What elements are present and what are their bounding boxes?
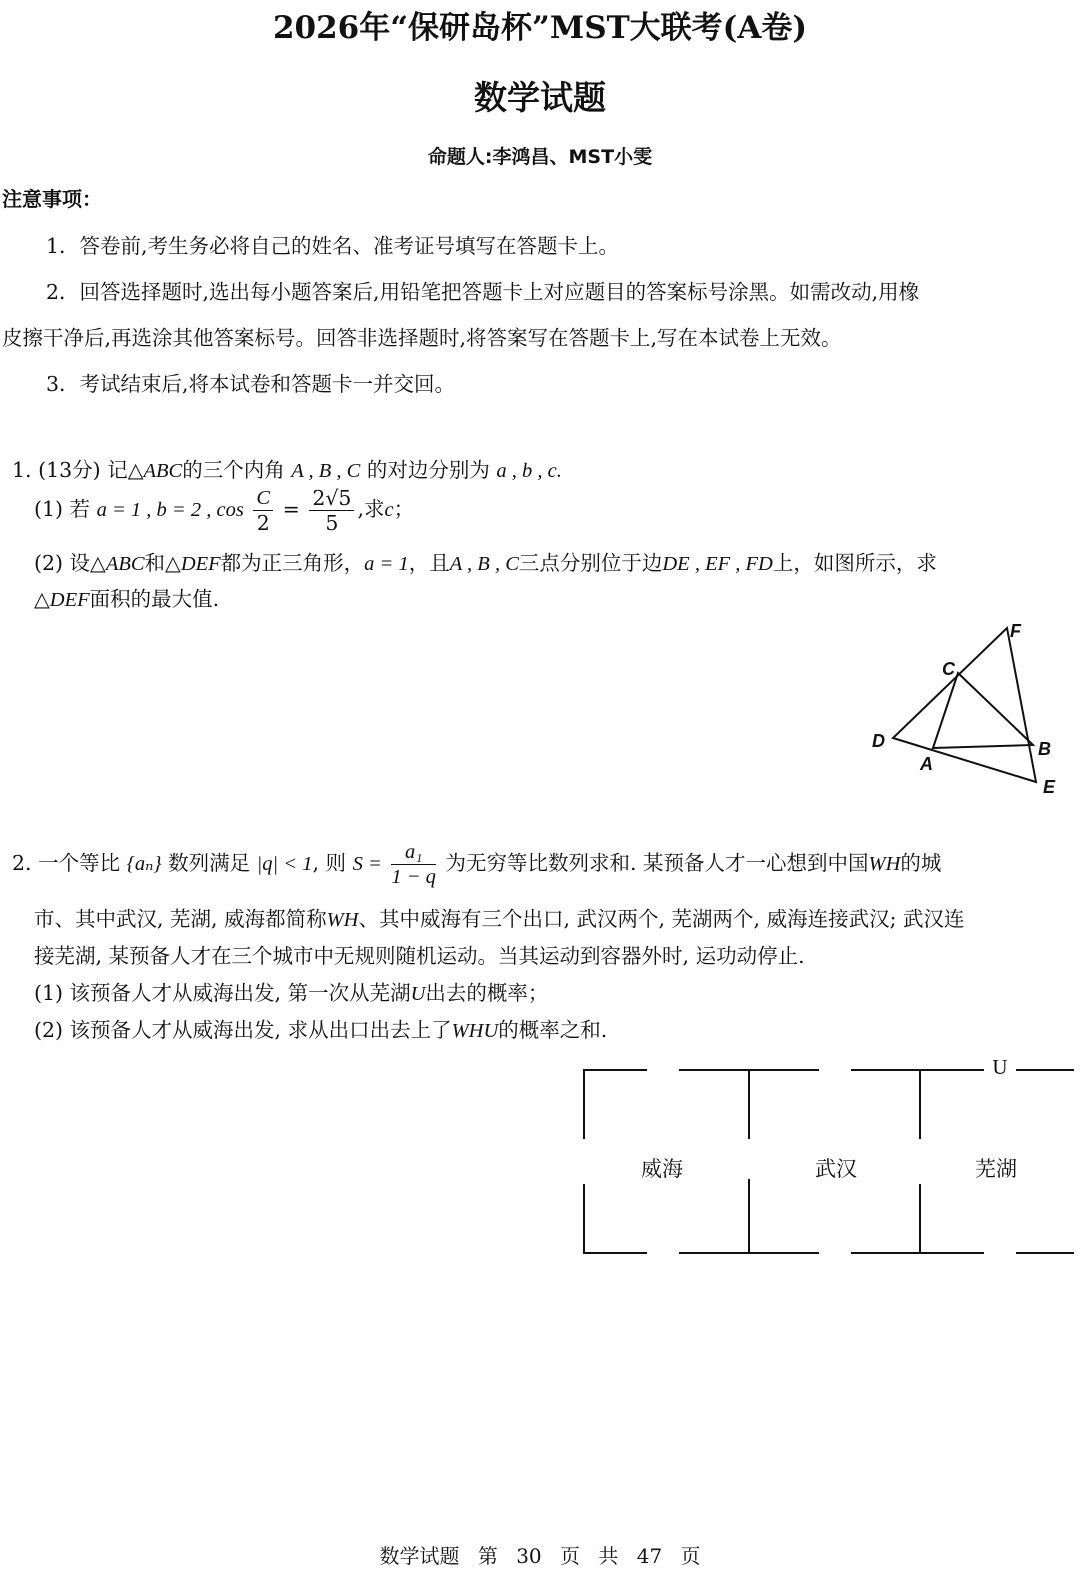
footer-title: 数学试题	[379, 1544, 460, 1568]
q2-sum-symbol: S =	[352, 853, 382, 875]
q2-line2-wh: WH	[326, 909, 359, 931]
fraction-numerator: 2√5	[309, 486, 354, 511]
wall	[583, 1252, 647, 1254]
q2-ratio-condition: |q| < 1	[256, 853, 313, 875]
notes-item-2-line-2: 皮擦干净后,再选涂其他答案标号。回答非选择题时,将答案写在答题卡上,写在本试卷上无效。	[2, 326, 842, 350]
q1-p2-line2-def: DEF	[49, 589, 90, 611]
triangle-def	[893, 628, 1036, 782]
q1-stem-text-c: 的对边分别为	[366, 458, 490, 482]
q1-p1-fraction-c-over-2	[253, 486, 273, 535]
q1-p2-edges: DE , EF , FD	[662, 553, 773, 575]
q1-p1-label: (1) 若	[34, 497, 91, 521]
notes-item-1: 1．答卷前,考生务必将自己的姓名、准考证号填写在答题卡上。	[46, 234, 620, 258]
fraction-denominator: 2	[256, 511, 270, 535]
exam-subtitle: 数学试题	[474, 78, 606, 117]
q1-p2-text-1: 都为正三角形，	[220, 551, 365, 575]
q1-p2-abc: ABC	[105, 553, 145, 575]
wall	[851, 1252, 984, 1254]
q2-text-b: 数列满足	[168, 851, 251, 875]
footer-gong: 共	[598, 1544, 619, 1568]
q2-text-e: 的城	[900, 851, 942, 875]
wall	[919, 1069, 921, 1139]
equals-sign: =	[282, 497, 300, 521]
q1-p2-a-equals-1: a = 1	[364, 553, 409, 575]
wall	[583, 1069, 585, 1139]
q2-line-2	[34, 902, 965, 932]
label-a: A	[920, 754, 933, 774]
q2-line-1	[12, 840, 941, 889]
q1-p1-ask: ,求	[357, 497, 385, 521]
q1-p1-fraction-value	[309, 486, 354, 535]
q1-p2-text-2: ，且	[408, 551, 450, 575]
q2-p1-u: U	[410, 983, 426, 1005]
exam-author: 命题人:李鸿昌、MST小雯	[427, 146, 653, 168]
q1-p2-points: A , B , C	[449, 553, 519, 575]
q2-p2-text-b: 的概率之和.	[498, 1018, 608, 1042]
notes-heading: 注意事项：	[2, 187, 102, 211]
q1-part-2-line-2	[34, 582, 219, 612]
q2-sum-fraction	[391, 840, 436, 889]
wall	[583, 1069, 647, 1071]
q1-stem-text-a: 记△	[107, 458, 144, 482]
q2-p1-text-b: 出去的概率；	[425, 981, 549, 1005]
label-b: B	[1038, 739, 1051, 759]
q2-number: 2.	[12, 851, 32, 875]
wall	[919, 1184, 921, 1254]
q1-part-2-line-1	[34, 546, 937, 576]
fraction-denominator: 5	[325, 511, 339, 535]
footer-ye: 页	[560, 1544, 580, 1568]
q2-line-3: 接芜湖, 某预备人才在三个城市中无规则随机运动。当其运动到容器外时, 运功动停止.	[34, 944, 805, 968]
q2-p1-text-a: (1) 该预备人才从威海出发, 第一次从芜湖	[34, 981, 411, 1005]
q1-angles: A , B , C	[291, 460, 361, 482]
q1-stem-text-b: 的三个内角	[182, 458, 285, 482]
q2-p2-text-a: (2) 该预备人才从威海出发, 求从出口出去上了	[34, 1018, 452, 1042]
wall	[1016, 1069, 1074, 1071]
footer-ye: 页	[680, 1544, 701, 1568]
fraction-denominator: 1 − q	[391, 866, 436, 888]
q2-sequence: {aₙ}	[126, 853, 162, 875]
q2-line2-text-b: 、其中威海有三个出口, 武汉两个, 芜湖两个, 威海连接武汉; 武汉连	[358, 907, 965, 931]
q1-p2-text-4: 上，如图所示，求	[772, 551, 937, 575]
q2-wh: WH	[868, 853, 901, 875]
city-wuhan: 武汉	[815, 1157, 857, 1181]
city-wuhu: 芜湖	[975, 1157, 1017, 1181]
q1-number: 1.	[12, 458, 32, 482]
q1-sides: a , b , c.	[496, 460, 562, 482]
label-c: C	[942, 659, 955, 679]
q1-part-1	[34, 486, 414, 535]
q2-part-1	[34, 976, 548, 1006]
q1-p2-line2-text: 面积的最大值.	[89, 587, 220, 611]
notes-item-2-line-1: 2．回答选择题时,选出每小题答案后,用铅笔把答题卡上对应题目的答案标号涂黑。如需改动,用橡	[46, 280, 920, 304]
wall	[851, 1069, 984, 1071]
q1-p2-text-3: 三点分别位于边	[518, 551, 663, 575]
q2-text-a: 一个等比	[38, 851, 121, 875]
wall	[583, 1184, 585, 1254]
wall	[748, 1179, 750, 1254]
wall	[1016, 1252, 1074, 1254]
label-e: E	[1043, 777, 1056, 797]
q1-p2-and: 和△	[144, 551, 181, 575]
city-weihai: 威海	[641, 1157, 683, 1181]
q1-p2-label: (2) 设△	[34, 551, 106, 575]
q1-triangle-abc: ABC	[143, 460, 183, 482]
notes-item-3: 3．考试结束后,将本试卷和答题卡一并交回。	[46, 372, 456, 396]
q1-score: (13分)	[38, 458, 101, 482]
q2-p2-whu: WHU	[451, 1020, 499, 1042]
q1-triangle-figure	[860, 610, 1070, 805]
q1-p1-end: ；	[393, 497, 415, 521]
fraction-numerator: a₁	[391, 840, 436, 865]
q1-p1-variable: c	[384, 499, 394, 521]
exam-title: 2026年“保研岛杯”MST大联考(A卷)	[272, 10, 808, 46]
q2-text-c: , 则	[312, 851, 347, 875]
wall	[748, 1069, 750, 1139]
label-d: D	[872, 731, 885, 751]
footer-di: 第	[477, 1544, 498, 1568]
label-f: F	[1010, 621, 1021, 641]
q2-part-2	[34, 1013, 607, 1043]
q1-p2-def: DEF	[180, 553, 221, 575]
q2-line2-text-a: 市、其中武汉, 芜湖, 威海都简称	[34, 907, 327, 931]
q1-stem	[12, 453, 562, 483]
q2-text-d: 为无穷等比数列求和. 某预备人才一心想到中国	[445, 851, 869, 875]
fraction-numerator: C	[253, 486, 273, 511]
q1-p1-conditions: a = 1 , b = 2 , cos	[96, 499, 244, 521]
footer-page-number: 30	[516, 1544, 542, 1568]
footer-total-pages: 47	[636, 1544, 663, 1568]
exit-u-label: U	[992, 1055, 1008, 1079]
triangle-symbol: △	[34, 587, 50, 611]
